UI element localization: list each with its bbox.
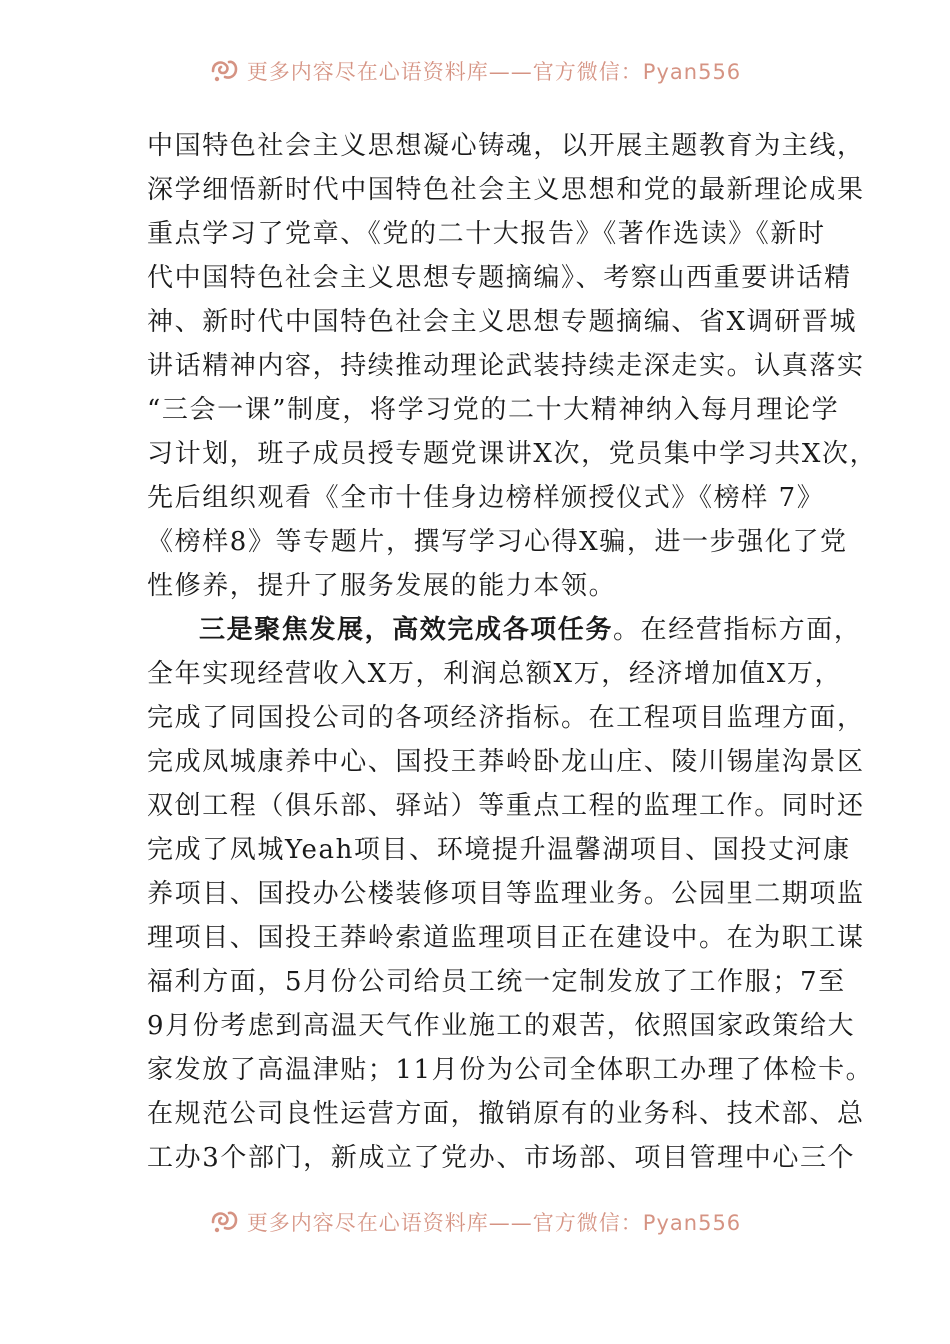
body-line: 中国特色社会主义思想凝心铸魂，以开展主题教育为主线， [147,131,865,161]
section-3-line: 9月份考虑到高温天气作业施工的艰苦，依照国家政策给大 [147,1011,856,1041]
section-3-line: 理项目、国投王莽岭索道监理项目正在建设中。在为职工谋 [147,923,865,953]
section-3-first-line [147,608,862,652]
body-line: 代中国特色社会主义思想专题摘编》、考察山西重要讲话精 [147,263,852,293]
footer-watermark [0,1202,950,1242]
body-line: 重点学习了党章、《党的二十大报告》《著作选读》《新时 [147,219,826,249]
section-3-line: 完成凤城康养中心、国投王莽岭卧龙山庄、陵川锡崖沟景区 [147,747,865,777]
brand-logo-icon [209,1208,239,1236]
body-line: 《榜样8》等专题片，撰写学习心得X骗，进一步强化了党 [147,527,848,557]
body-line: 习计划，班子成员授专题党课讲X次，党员集中学习共X次， [147,439,878,469]
section-3-line: 在规范公司良性运营方面，撤销原有的业务科、技术部、总 [147,1099,865,1129]
section-3-line: 福利方面，5月份公司给员工统一定制发放了工作服；7至 [147,967,846,997]
watermark-text: 更多内容尽在心语资料库——官方微信：Pyan556 [246,1211,742,1235]
body-line: 先后组织观看《全市十佳身边榜样颁授仪式》《榜样 7》 [147,483,825,513]
section-3-heading: 三是聚焦发展，高效完成各项任务 [199,615,614,645]
watermark-text: 更多内容尽在心语资料库——官方微信：Pyan556 [246,60,742,84]
body-line: 深学细悟新时代中国特色社会主义思想和党的最新理论成果 [147,175,865,205]
brand-logo-icon [209,57,239,85]
section-3-line: 双创工程（俱乐部、驿站）等重点工程的监理工作。同时还 [147,791,865,821]
document-body [147,124,878,1180]
section-3-line: 完成了凤城Yeah项目、环境提升温馨湖项目、国投丈河康 [147,835,851,865]
body-line: 讲话精神内容，持续推动理论武装持续走深走实。认真落实 [147,351,865,381]
section-3-line: 家发放了高温津贴；11月份为公司全体职工办理了体检卡。 [147,1055,874,1085]
section-3-line: 工办3个部门，新成立了党办、市场部、项目管理中心三个 [147,1143,856,1173]
body-line: 神、新时代中国特色社会主义思想专题摘编、省X调研晋城 [147,307,858,337]
section-3-first-line-rest: 。在经营指标方面， [613,615,862,645]
section-3-line: 养项目、国投办公楼装修项目等监理业务。公园里二期项监 [147,879,865,909]
body-line: “三会一课”制度，将学习党的二十大精神纳入每月理论学 [147,395,840,425]
section-3-line: 全年实现经营收入X万，利润总额X万，经济增加值X万， [147,659,843,689]
header-watermark [0,51,950,91]
body-line: 性修养，提升了服务发展的能力本领。 [147,571,617,601]
section-3-line: 完成了同国投公司的各项经济指标。在工程项目监理方面， [147,703,865,733]
